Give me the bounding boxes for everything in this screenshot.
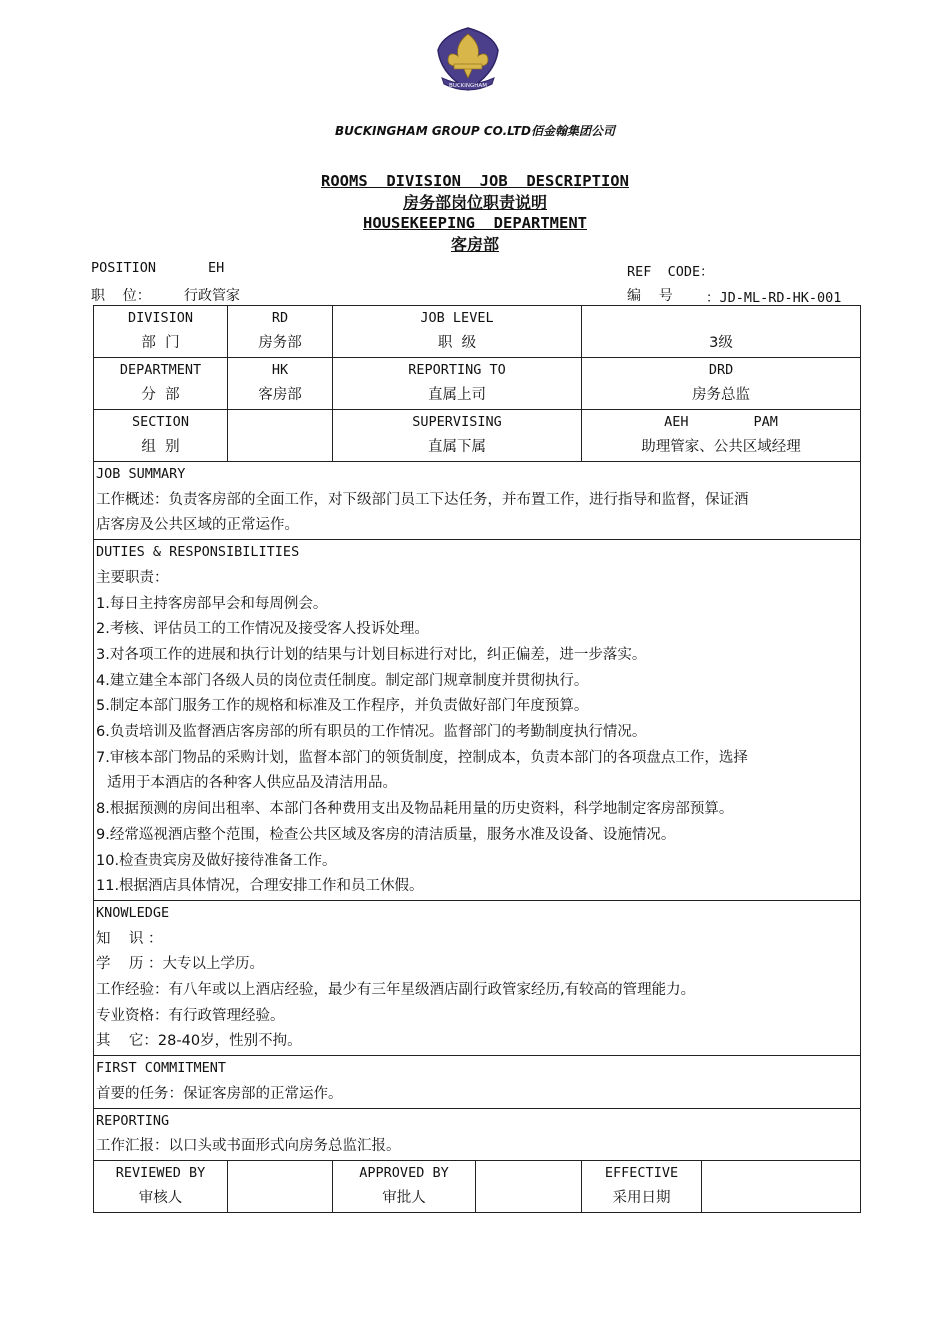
duty-item: 3.对各项工作的进展和执行计划的结果与计划目标进行对比，纠正偏差，进一步落实。 (96, 646, 647, 663)
duties-subheading: 主要职责： (96, 569, 169, 586)
row-section (94, 410, 861, 462)
approved-by-label: APPROVED BY 审批人 (333, 1160, 476, 1212)
row-signoff (94, 1160, 861, 1212)
row-duties (94, 540, 861, 901)
title-block (0, 171, 950, 255)
reporting-to-value: DRD 房务总监 (582, 358, 861, 410)
row-first-commitment (94, 1056, 861, 1108)
reviewed-by-field[interactable] (228, 1160, 333, 1212)
reviewed-by-label: REVIEWED BY 审核人 (94, 1160, 228, 1212)
duty-item: 4.建立建全本部门各级人员的岗位责任制度。制定部门规章制度并贯彻执行。 (96, 672, 589, 689)
ref-cn-label: 编 号 (627, 288, 673, 304)
division-label: DIVISION 部 门 (94, 306, 228, 358)
svg-text:BUCKINGHAM: BUCKINGHAM (449, 83, 487, 89)
approved-by-field[interactable] (476, 1160, 582, 1212)
supervising-label: SUPERVISING 直属下属 (333, 410, 582, 462)
knowledge-heading: KNOWLEDGE (96, 904, 170, 921)
first-commitment-heading: FIRST COMMITMENT (96, 1060, 227, 1077)
knowledge-section (94, 900, 861, 1055)
education: 学 历 ：大专以上学历。 (96, 956, 265, 973)
job-summary-line2: 店客房及公共区域的正常运作。 (96, 517, 299, 534)
duty-item: 7.审核本部门物品的采购计划，监督本部门的领货制度，控制成本，负责本部门的各项盘点工作，选择 (96, 749, 748, 766)
job-description-table (93, 305, 861, 1213)
reporting-text: 工作汇报：以口头或书面形式向房务总监汇报。 (96, 1138, 401, 1155)
supervising-value: AEH PAM 助理管家、公共区域经理 (582, 410, 861, 462)
division-value: RD 房务部 (228, 306, 333, 358)
department-label: DEPARTMENT 分 部 (94, 358, 228, 410)
duty-item: 11.根据酒店具体情况，合理安排工作和员工休假。 (96, 878, 424, 895)
experience: 工作经验：有八年或以上酒店经验，最少有三年星级酒店副行政管家经历,有较高的管理能力。 (96, 982, 696, 999)
title-en: ROOMS DIVISION JOB DESCRIPTION (321, 172, 629, 190)
ref-value: ：JD-ML-RD-HK-001 (706, 290, 842, 306)
duty-item: 5.制定本部门服务工作的规格和标准及工作程序，并负责做好部门年度预算。 (96, 698, 589, 715)
row-department (94, 358, 861, 410)
duty-item: 8.根据预测的房间出租率、本部门各种费用支出及物品耗用量的历史资料，科学地制定客房部预算。 (96, 801, 734, 818)
effective-date-field[interactable] (702, 1160, 861, 1212)
section-value (228, 410, 333, 462)
job-summary-heading: JOB SUMMARY (96, 466, 186, 482)
effective-label: EFFECTIVE 采用日期 (582, 1160, 702, 1212)
duty-item: 10.检查贵宾房及做好接待准备工作。 (96, 852, 337, 869)
dept-en: HOUSEKEEPING DEPARTMENT (363, 214, 587, 232)
job-summary-line1: 工作概述：负责客房部的全面工作，对下级部门员工下达任务，并布置工作，进行指导和监督，保证酒 (96, 491, 749, 508)
reporting-heading: REPORTING (96, 1112, 170, 1129)
job-level-label: JOB LEVEL 职 级 (333, 306, 582, 358)
position-label: POSITION (91, 260, 157, 276)
first-commitment-text: 首要的任务：保证客房部的正常运作。 (96, 1085, 343, 1102)
duty-item: 1.每日主持客房部早会和每周例会。 (96, 595, 328, 612)
ref-label: REF CODE： (627, 264, 714, 280)
department-value: HK 客房部 (228, 358, 333, 410)
other: 其 它：28-40岁，性别不拘。 (96, 1033, 302, 1050)
company-logo (432, 24, 504, 96)
job-summary-section (94, 462, 861, 540)
duty-item: 2.考核、评估员工的工作情况及接受客人投诉处理。 (96, 621, 429, 638)
company-name: BUCKINGHAM GROUP CO.LTD佰金翰集团公司 (335, 124, 615, 138)
qualification: 专业资格：有行政管理经验。 (96, 1007, 285, 1024)
reporting-to-label: REPORTING TO 直属上司 (333, 358, 582, 410)
job-level-value: 3级 (582, 306, 861, 358)
duty-item: 6.负责培训及监督酒店客房部的所有职员的工作情况。监督部门的考勤制度执行情况。 (96, 724, 647, 741)
position-value: EH (208, 260, 225, 276)
position-cn-value: 行政管家 (184, 288, 240, 304)
position-cn-label: 职 位： (91, 288, 151, 304)
duty-item: 9.经常巡视酒店整个范围，检查公共区域及客房的清洁质量，服务水准及设备、设施情况。 (96, 826, 676, 843)
row-division (94, 306, 861, 358)
knowledge-label: 知 识 ： (96, 930, 163, 947)
title-cn: 房务部岗位职责说明 (402, 193, 547, 212)
row-job-summary (94, 462, 861, 540)
reporting-section (94, 1108, 861, 1160)
duties-section (94, 540, 861, 901)
row-knowledge (94, 900, 861, 1055)
duties-heading: DUTIES & RESPONSIBILITIES (96, 544, 300, 561)
duty-item-continuation: 适用于本酒店的各种客人供应品及清洁用品。 (107, 775, 397, 792)
first-commitment-section (94, 1056, 861, 1108)
section-label: SECTION 组 别 (94, 410, 228, 462)
row-reporting (94, 1108, 861, 1160)
dept-cn: 客房部 (450, 235, 499, 254)
